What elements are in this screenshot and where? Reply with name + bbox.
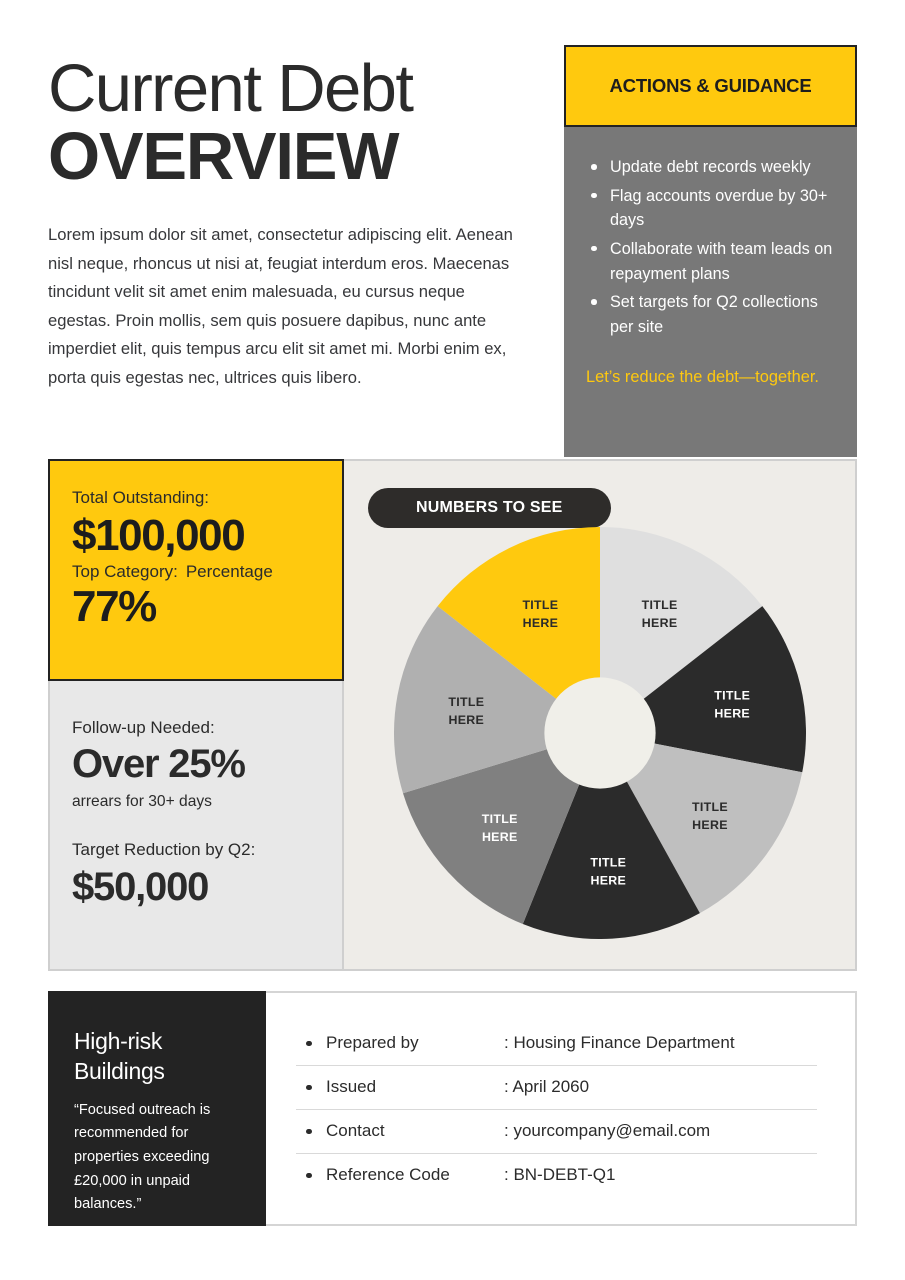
- list-item: Flag accounts overdue by 30+ days: [586, 184, 835, 233]
- top-category-row: [72, 561, 320, 583]
- donut-segment-label-line1: TITLE: [641, 597, 678, 612]
- target-reduction-value: $50,000: [72, 864, 209, 909]
- table-row-value: : Housing Finance Department: [504, 1032, 735, 1052]
- top-category-value: 77%: [72, 582, 156, 632]
- donut-segment-label-line2: HERE: [589, 873, 626, 888]
- followup-label: Follow-up Needed:: [72, 718, 215, 737]
- donut-segment-label-line1: TITLE: [713, 688, 750, 703]
- donut-segment-label-line2: HERE: [713, 706, 750, 721]
- table-row: [296, 1153, 825, 1197]
- donut-segment-label-line2: HERE: [691, 817, 728, 832]
- donut-segment-label-line2: HERE: [481, 829, 518, 844]
- donut-segment-label-line1: TITLE: [691, 799, 728, 814]
- donut-segment-label-line2: HERE: [641, 615, 677, 630]
- target-reduction-label: Target Reduction by Q2:: [72, 840, 256, 860]
- actions-guidance-panel: [564, 45, 857, 457]
- followup-sub-label: arrears for 30+ days: [72, 793, 212, 811]
- stat-card-total-outstanding: [48, 459, 344, 681]
- chart-title-pill: NUMBERS TO SEE: [368, 488, 611, 528]
- stat-card-followup: [48, 681, 344, 971]
- followup-value: Over 25%: [72, 742, 245, 787]
- table-row-key: Issued: [296, 1077, 504, 1097]
- high-risk-panel: [48, 991, 266, 1226]
- table-row: [296, 1021, 825, 1065]
- chart-panel: [344, 459, 857, 971]
- page-title-line2: OVERVIEW: [48, 118, 399, 194]
- actions-header-label: ACTIONS & GUIDANCE: [609, 75, 812, 96]
- total-outstanding-label: Total Outstanding:: [72, 488, 210, 507]
- donut-segment-label-line2: HERE: [447, 713, 484, 728]
- table-row-key: Prepared by: [296, 1033, 504, 1053]
- actions-list: [586, 155, 835, 339]
- list-item: Update debt records weekly: [586, 155, 835, 180]
- top-category-label: Top Category:: [72, 562, 178, 582]
- donut-center-hole: [544, 677, 655, 788]
- donut-chart: [394, 527, 806, 939]
- donut-segment-label-line1: TITLE: [481, 811, 518, 826]
- donut-chart-svg: [394, 527, 806, 939]
- top-category-sublabel: Percentage: [185, 562, 273, 582]
- actions-body: [564, 127, 857, 457]
- table-row: [296, 1109, 825, 1153]
- list-item: Collaborate with team leads on repayment plans: [586, 237, 835, 286]
- donut-segment-label-line1: TITLE: [447, 695, 484, 710]
- middle-section: [48, 459, 857, 971]
- actions-header: [564, 45, 857, 127]
- details-table: [266, 993, 855, 1224]
- page-title-line1: Current Debt: [48, 51, 413, 126]
- table-row-key: Reference Code: [296, 1165, 504, 1185]
- bottom-section: [48, 991, 857, 1226]
- high-risk-title: High-risk Buildings: [74, 1028, 165, 1084]
- donut-segment-label-line2: HERE: [522, 615, 558, 630]
- total-outstanding-value: $100,000: [72, 511, 245, 561]
- stat-spacer: [72, 811, 320, 839]
- table-row-key: Contact: [296, 1121, 504, 1141]
- donut-segment-label-line1: TITLE: [521, 597, 558, 612]
- table-row: [296, 1065, 825, 1109]
- hero-section: [48, 51, 538, 393]
- hero-body-text: Lorem ipsum dolor sit amet, consectetur adipiscing elit. Aenean nisl neque, rhoncus ut nisi at, feugiat interdum eros. Maecenas tincidunt velit sit amet enim malesuada, eu cursus neque egestas. Proin mollis, sem quis posuere dapibus, nunc ante imperdiet elit, quis tempus arcu elit sit amet mi. Morbi enim ex, porta quis egestas nec, ultrices quis libero.: [48, 225, 513, 387]
- table-row-value: : yourcompany@email.com: [504, 1120, 711, 1140]
- list-item: Set targets for Q2 collections per site: [586, 290, 835, 339]
- stats-column: [48, 459, 344, 971]
- actions-tagline: Let’s reduce the debt—together.: [586, 368, 819, 387]
- donut-segment-label-line1: TITLE: [589, 855, 626, 870]
- table-row-value: : BN-DEBT-Q1: [504, 1164, 616, 1184]
- table-row-value: : April 2060: [504, 1076, 590, 1096]
- high-risk-quote: “Focused outreach is recommended for properties exceeding £20,000 in unpaid balances.”: [74, 1101, 211, 1213]
